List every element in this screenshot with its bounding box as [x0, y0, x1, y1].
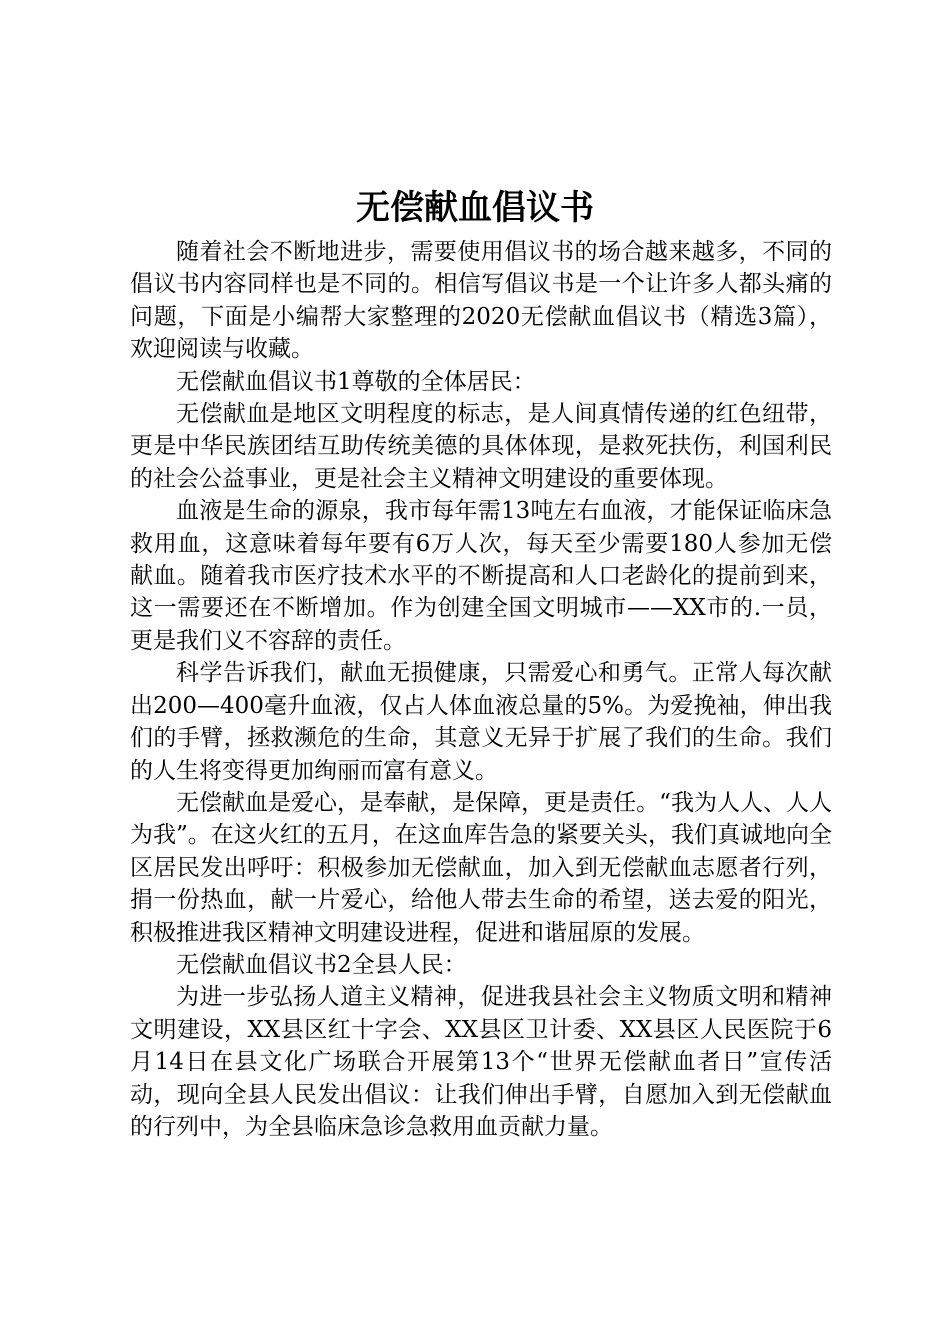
- paragraph-blood-demand: 血液是生命的源泉，我市每年需13吨左右血液，才能保证临床急救用血，这意味着每年要有6万人次，每天至少需要180人参加无偿献血。随着我市医疗技术水平的不断提高和人口老龄化的提前到来，这一需要还在不断增加。作为创建全国文明城市——XX市的.一员，更是我们义不容辞的责任。: [130, 498, 832, 654]
- document-title: 无偿献血倡议书: [356, 188, 594, 228]
- paragraph-significance: 无偿献血是地区文明程度的标志，是人间真情传递的红色纽带，更是中华民族团结互助传统美德的具体体现，是救死扶伤，利国利民的社会公益事业，更是社会主义精神文明建设的重要体现。: [130, 401, 832, 492]
- paragraph-intro: 随着社会不断地进步，需要使用倡议书的场合越来越多，不同的倡议书内容同样也是不同的。相信写倡议书是一个让许多人都头痛的问题，下面是小编帮大家整理的2020无偿献血倡议书（精选3篇），欢迎阅读与收藏。: [130, 239, 832, 363]
- paragraph-section-2-heading: 无偿献血倡议书2全县人民：: [176, 951, 467, 978]
- paragraph-section-1-heading: 无偿献血倡议书1尊敬的全体居民：: [176, 368, 536, 395]
- document-body: [130, 236, 832, 1143]
- paragraph-county-event: 为进一步弘扬人道主义精神，促进我县社会主义物质文明和精神文明建设，XX县区红十字会、XX县区卫计委、XX县区人民医院于6月14日在县文化广场联合开展第13个“世界无偿献血者日”宣传活动，现向全县人民发出倡议：让我们伸出手臂，自愿加入到无偿献血的行列中，为全县临床急诊急救用血贡献力量。: [130, 984, 832, 1140]
- paragraph-health-science: 科学告诉我们，献血无损健康，只需爱心和勇气。正常人每次献出200—400毫升血液，仅占人体血液总量的5%。为爱挽袖，伸出我们的手臂，拯救濒危的生命，其意义无异于扩展了我们的生命。我们的人生将变得更加绚丽而富有意义。: [130, 660, 832, 784]
- paragraph-appeal: 无偿献血是爱心，是奉献，是保障，更是责任。“我为人人、人人为我”。在这火红的五月，在这血库告急的紧要关头，我们真诚地向全区居民发出呼吁：积极参加无偿献血，加入到无偿献血志愿者行列，捐一份热血，献一片爱心，给他人带去生命的希望，送去爱的阳光，积极推进我区精神文明建设进程，促进和谐屈原的发展。: [130, 789, 832, 946]
